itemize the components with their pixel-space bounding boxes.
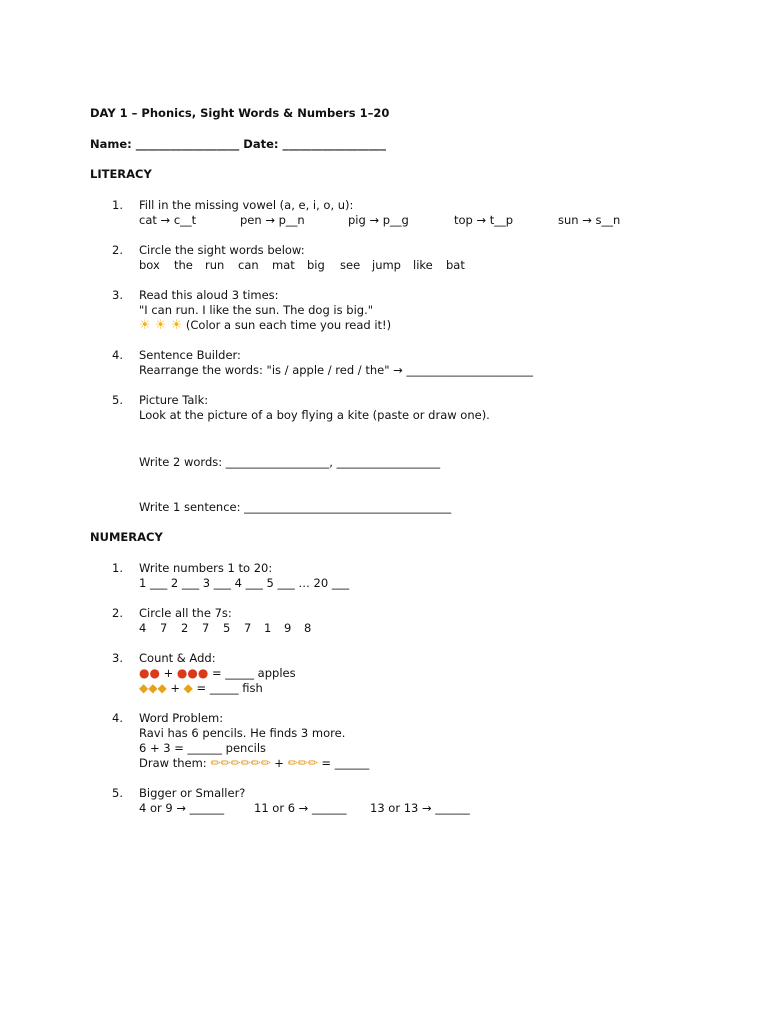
numeracy-q3-prompt: Count & Add:	[139, 651, 216, 665]
pencil-icon: ✏✏✏✏✏✏	[210, 756, 271, 770]
sight-word: bat	[446, 258, 465, 272]
compare-item: 13 or 13 → ______	[370, 801, 470, 815]
vowel-item: pen → p__n	[240, 213, 305, 227]
draw-pencils-line	[139, 756, 369, 771]
fish-icon: ◆◆◆	[139, 681, 167, 695]
numeracy-q3-number: 3.	[112, 651, 123, 665]
digit: 5	[223, 621, 231, 635]
sight-word: run	[205, 258, 225, 272]
numeracy-q5-prompt: Bigger or Smaller?	[139, 786, 246, 800]
numeracy-q2-prompt: Circle all the 7s:	[139, 606, 232, 620]
pencils-result: = ______	[321, 756, 370, 770]
compare-item: 11 or 6 → ______	[254, 801, 347, 815]
fish-result: = _____ fish	[196, 681, 263, 695]
compare-item: 4 or 9 → ______	[139, 801, 225, 815]
plus-sign: +	[170, 681, 180, 695]
literacy-q2-prompt: Circle the sight words below:	[139, 243, 305, 257]
literacy-q5-number: 5.	[112, 393, 123, 407]
vowel-item: pig → p__g	[348, 213, 409, 227]
sight-word: the	[174, 258, 193, 272]
sight-word: big	[307, 258, 325, 272]
literacy-q5-prompt: Picture Talk:	[139, 393, 209, 407]
apples-line	[139, 666, 296, 681]
worksheet-title: DAY 1 – Phonics, Sight Words & Numbers 1–20	[90, 106, 390, 120]
draw-label: Draw them:	[139, 756, 207, 770]
literacy-q1-number: 1.	[112, 198, 123, 212]
numeracy-q4-number: 4.	[112, 711, 123, 725]
plus-sign: +	[163, 666, 174, 680]
sight-word: box	[139, 258, 160, 272]
picture-talk-line: Look at the picture of a boy flying a kite (paste or draw one).	[139, 408, 490, 422]
vowel-item: sun → s__n	[558, 213, 621, 227]
digit: 4	[139, 621, 147, 635]
sun-icon: ☀ ☀ ☀	[139, 318, 183, 333]
sun-coloring-line	[139, 318, 391, 333]
plus-sign: +	[274, 756, 284, 770]
vowel-item: cat → c__t	[139, 213, 197, 227]
literacy-q1-prompt: Fill in the missing vowel (a, e, i, o, u):	[139, 198, 354, 212]
sight-word: like	[413, 258, 433, 272]
pencil-icon: ✏✏✏	[287, 756, 318, 770]
literacy-q2-number: 2.	[112, 243, 123, 257]
write-two-words-line: Write 2 words: __________________, __________________	[139, 455, 441, 469]
rearrange-line: Rearrange the words: "is / apple / red / the" → ______________________	[139, 363, 533, 377]
name-date-line: Name: __________________ Date: __________________	[90, 137, 386, 151]
digit: 2	[181, 621, 189, 635]
fish-line	[139, 681, 263, 696]
apples-result: = _____ apples	[211, 666, 296, 680]
apple-icon: ●●●	[176, 666, 209, 680]
digit: 7	[202, 621, 210, 635]
word-problem-equation: 6 + 3 = ______ pencils	[139, 741, 267, 755]
digit: 9	[284, 621, 292, 635]
read-aloud-quote: "I can run. I like the sun. The dog is big."	[139, 303, 374, 317]
word-problem-line: Ravi has 6 pencils. He finds 3 more.	[139, 726, 346, 740]
digit: 1	[264, 621, 272, 635]
numeracy-q4-prompt: Word Problem:	[139, 711, 224, 725]
vowel-item: top → t__p	[454, 213, 514, 227]
numeracy-heading: NUMERACY	[90, 530, 163, 544]
numeracy-q2-number: 2.	[112, 606, 123, 620]
literacy-q3-prompt: Read this aloud 3 times:	[139, 288, 279, 302]
literacy-q3-number: 3.	[112, 288, 123, 302]
digit: 8	[304, 621, 312, 635]
fish-icon: ◆	[183, 681, 193, 695]
numeracy-q5-number: 5.	[112, 786, 123, 800]
literacy-q4-number: 4.	[112, 348, 123, 362]
numeracy-q1-number: 1.	[112, 561, 123, 575]
sight-word: see	[340, 258, 361, 272]
literacy-heading: LITERACY	[90, 167, 152, 181]
sight-word: can	[238, 258, 259, 272]
sight-word: mat	[272, 258, 295, 272]
digit: 7	[160, 621, 168, 635]
write-sentence-line: Write 1 sentence: ____________________________________	[139, 500, 452, 514]
sun-note: (Color a sun each time you read it!)	[185, 318, 392, 332]
literacy-q4-prompt: Sentence Builder:	[139, 348, 241, 362]
sight-word: jump	[372, 258, 401, 272]
number-sequence-line: 1 ___ 2 ___ 3 ___ 4 ___ 5 ___ … 20 ___	[139, 576, 350, 590]
numeracy-q1-prompt: Write numbers 1 to 20:	[139, 561, 273, 575]
digit: 7	[244, 621, 252, 635]
apple-icon: ●●	[139, 666, 160, 680]
